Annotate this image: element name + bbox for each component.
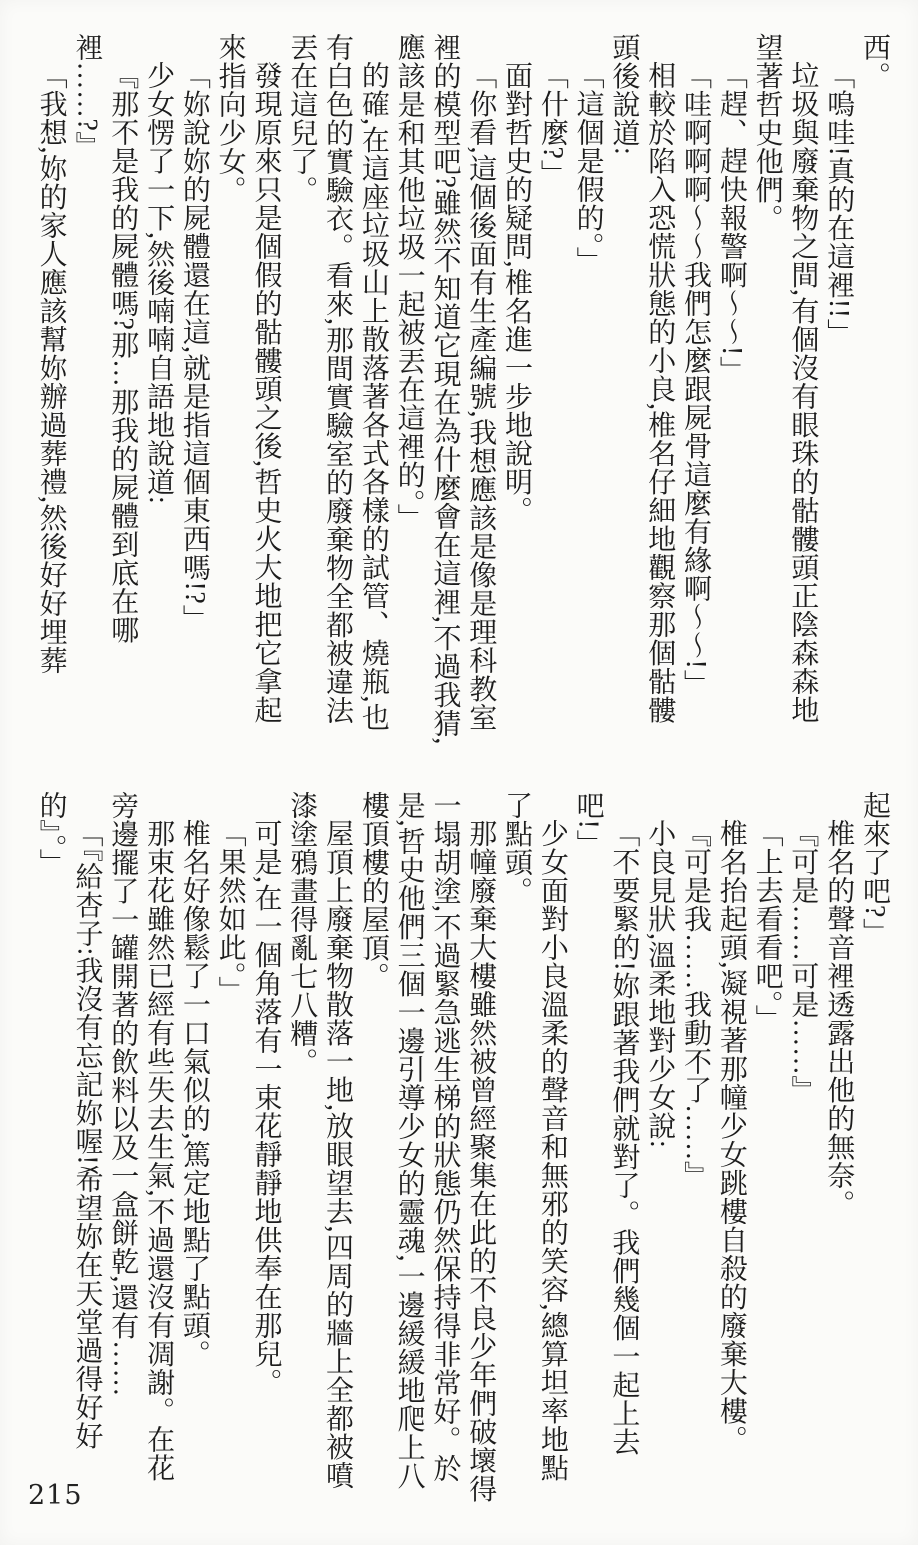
paragraph: 的確,在這座垃圾山上散落著各式各樣的試管、燒瓶,也有白色的實驗衣。看來,那間實驗室的廢棄物全都被違法丟在這兒了。 — [286, 33, 389, 732]
paragraph: 「我想,妳的家人應該幫妳辦過葬禮,然後好好埋葬 — [35, 61, 67, 675]
paragraph: 「什麼?」 — [536, 61, 568, 188]
paragraph: 「這個是假的。」 — [572, 61, 604, 275]
text-block-top — [33, 33, 892, 746]
paragraph: 垃圾與廢棄物之間,有個沒有眼珠的骷髏頭正陰森森地望著哲史他們。 — [751, 33, 819, 724]
paragraph: 「趕、趕快報警啊〜〜!」 — [715, 61, 747, 385]
paragraph: 「哇啊啊啊〜〜我們怎麼跟屍骨這麼有緣啊〜〜!」 — [680, 61, 712, 698]
paragraph: 小良見狀,溫柔地對少女說: — [644, 819, 676, 1149]
paragraph: 『那不是我的屍體嗎?那…那我的屍體到底在哪裡……?』 — [71, 33, 139, 644]
paragraph: 「你看,這個後面有生產編號,我想應該是像是理科教室裡的模型吧?雖然不知道它現在為什麼會在這裡,不過我猜,應該是和其他垃圾一起被丟在這裡的。」 — [393, 33, 497, 745]
paragraph: 面對哲史的疑問,椎名進一步地說明。 — [501, 61, 533, 525]
paragraph: 發現原來只是個假的骷髏頭之後,哲史火大地把它拿起來指向少女。 — [214, 33, 282, 724]
paragraph: 「上去看看吧。」 — [751, 819, 783, 1033]
paragraph: 少女面對小良溫柔的聲音和無邪的笑容,總算坦率地點了點頭。 — [501, 791, 568, 1482]
paragraph: 那束花雖然已經有些失去生氣,不過還沒有凋謝。在花旁邊擺了一罐開著的飲料以及一盒餅乾,還有…… — [107, 791, 175, 1482]
paragraph: 那幢廢棄大樓雖然被曾經聚集在此的不良少年們破壞得一塌胡塗,不過緊急逃生梯的狀態仍然保持得非常好。於是,哲史他們三個一邊引導少女的靈魂,一邊緩緩地爬上八樓頂樓的屋頂。 — [357, 791, 497, 1503]
paragraph: 西。 — [859, 33, 890, 90]
paragraph: 椎名好像鬆了一口氣似的,篤定地點了點頭。 — [178, 819, 210, 1368]
page-number: 215 — [28, 1480, 83, 1511]
paragraph: 「『給杏子:我沒有忘記妳喔!希望妳在天堂過得好好的』。」 — [35, 791, 103, 1451]
paragraph: 『可是……可是……』 — [787, 819, 819, 1104]
paragraph: 「妳說妳的屍體還在這,就是指這個東西嗎!?」 — [178, 61, 210, 633]
paragraph: 椎名抬起頭,凝視著那幢少女跳樓自殺的廢棄大樓。 — [715, 819, 747, 1454]
text-block-bottom — [33, 791, 892, 1507]
paragraph: 『可是我……我動不了……』 — [680, 819, 712, 1190]
paragraph: 相較於陷入恐慌狀態的小良,椎名仔細地觀察那個骷髏頭後說道: — [608, 33, 676, 724]
paragraph: 椎名的聲音裡透露出他的無奈。 — [823, 819, 855, 1218]
paragraph: 屋頂上廢棄物散落一地,放眼望去,四周的牆上全都被噴漆塗鴉畫得亂七八糟。 — [286, 791, 354, 1490]
paragraph: 少女愣了一下,然後喃喃自語地說道: — [143, 61, 175, 505]
paragraph: 「嗚哇!真的在這裡!!」 — [823, 61, 855, 347]
paragraph: 「不要緊的!妳跟著我們就對了。我們幾個一起上去吧!」 — [572, 791, 640, 1456]
paragraph: 可是,在一個角落有一束花靜靜地供奉在那兒。 — [250, 819, 282, 1397]
paragraph: 「果然如此。」 — [214, 819, 246, 1005]
paragraph: 起來了吧?」 — [859, 791, 890, 947]
